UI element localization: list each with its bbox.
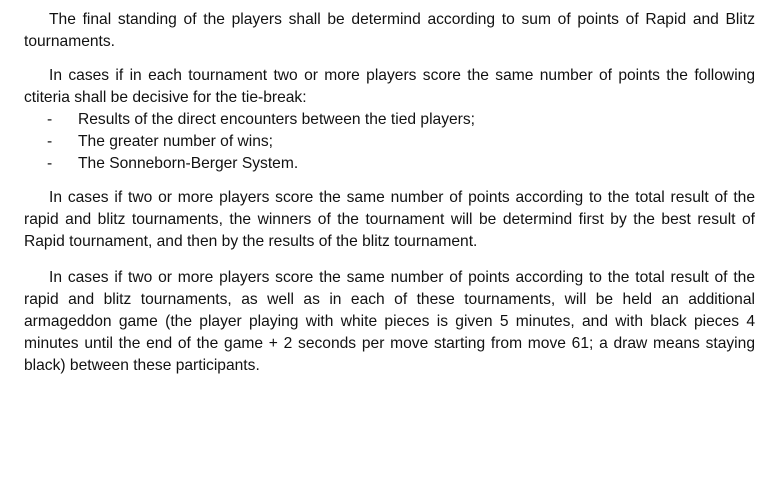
list-item bbox=[24, 131, 755, 153]
criterion-direct-encounters: Results of the direct encounters between the tied players; bbox=[78, 111, 476, 128]
total-result-paragraph: In cases if two or more players score the same number of points according to the total result of the rapid and blitz tournaments, the winners of the tournament will be determind first by the best result of Rapid tournament, and then by the results of the blitz tournament. bbox=[24, 189, 755, 250]
list-bullet: - bbox=[47, 155, 53, 172]
list-item bbox=[24, 153, 755, 175]
list-bullet: - bbox=[47, 111, 53, 128]
criterion-number-of-wins: The greater number of wins; bbox=[78, 133, 274, 150]
armageddon-paragraph: In cases if two or more players score the same number of points according to the total result of the rapid and blitz tournaments, as well as in each of these tournaments, will be held an additional armageddon game (the player playing with white pieces is given 5 minutes, and with black pieces 4 minutes until the end of the game + 2 seconds per move starting from move 61; a draw means staying black) between these participants. bbox=[24, 269, 755, 374]
tie-break-intro-paragraph: In cases if in each tournament two or more players score the same number of points the following ctiteria shall be decisive for the tie-break: bbox=[24, 67, 755, 106]
tie-break-criteria-list bbox=[24, 109, 755, 175]
final-standing-paragraph: The final standing of the players shall be determind according to sum of points of Rapid and Blitz tournaments. bbox=[24, 11, 755, 50]
list-item bbox=[24, 109, 755, 131]
regulations-document bbox=[24, 9, 755, 377]
criterion-sonneborn-berger: The Sonneborn-Berger System. bbox=[78, 155, 299, 172]
list-bullet: - bbox=[47, 133, 53, 150]
